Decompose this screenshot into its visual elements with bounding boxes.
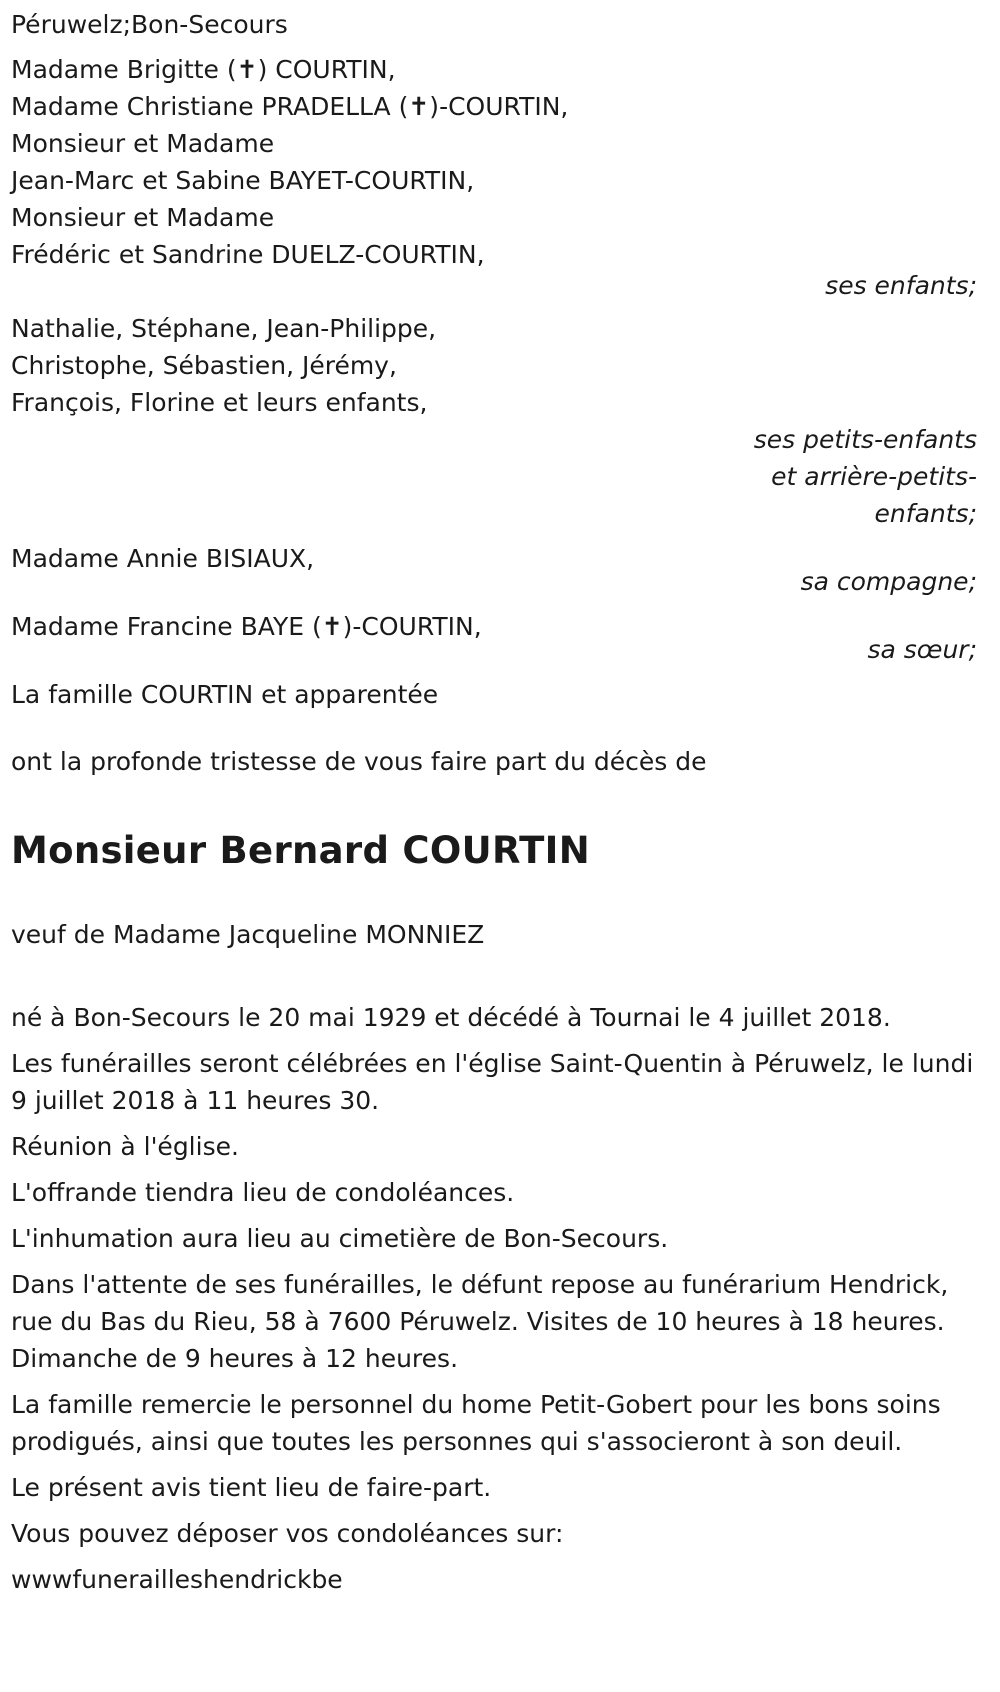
grandchildren-role-line: enfants; <box>874 499 977 528</box>
grandchild-line: François, Florine et leurs enfants, <box>11 388 428 417</box>
detail-paragraph: Réunion à l'église. <box>11 1132 239 1161</box>
detail-paragraph: Vous pouvez déposer vos condoléances sur: <box>11 1519 564 1548</box>
grandchildren-role <box>11 421 981 532</box>
detail-paragraph: Les funérailles seront célébrées en l'église Saint-Quentin à Péruwelz, le lundi 9 juillet 2018 à 11 heures 30. <box>11 1049 974 1115</box>
children-block <box>11 51 981 304</box>
obituary-content <box>11 6 981 1598</box>
intro-text: ont la profonde tristesse de vous faire part du décès de <box>11 747 707 776</box>
grandchildren-role-line: ses petits-enfants <box>753 425 977 454</box>
child-line: Monsieur et Madame <box>11 129 275 158</box>
detail-paragraph: né à Bon-Secours le 20 mai 1929 et décédé à Tournai le 4 juillet 2018. <box>11 1003 891 1032</box>
child-line: Jean-Marc et Sabine BAYET-COURTIN, <box>11 166 475 195</box>
detail-paragraph: La famille remercie le personnel du home Petit-Gobert pour les bons soins prodigués, ainsi que toutes les personnes qui s'associeront à son deuil. <box>11 1390 941 1456</box>
companion-role: sa compagne; <box>800 567 977 596</box>
grandchild-line: Christophe, Sébastien, Jérémy, <box>11 351 397 380</box>
sister-name: Madame Francine BAYE (✝)-COURTIN, <box>11 612 482 641</box>
detail-paragraph: Le présent avis tient lieu de faire-part. <box>11 1473 492 1502</box>
grandchildren-role-line: et arrière-petits- <box>771 462 977 491</box>
child-line: Madame Christiane PRADELLA (✝)-COURTIN, <box>11 92 569 121</box>
family-block <box>11 676 981 713</box>
condolence-url[interactable]: wwwfunerailleshendrickbe <box>11 1565 343 1594</box>
detail-paragraph: L'offrande tiendra lieu de condoléances. <box>11 1178 515 1207</box>
location-text: Péruwelz;Bon-Secours <box>11 10 288 39</box>
deceased-name: Monsieur Bernard COURTIN <box>11 829 590 872</box>
detail-paragraph: Dans l'attente de ses funérailles, le défunt repose au funérarium Hendrick, rue du Bas du Rieu, 58 à 7600 Péruwelz. Visites de 10 heures à 18 heures. Dimanche de 9 heures à 12 heures. <box>11 1270 949 1373</box>
widower-line: veuf de Madame Jacqueline MONNIEZ <box>11 920 485 949</box>
details-block <box>11 999 981 1598</box>
companion-block <box>11 540 981 600</box>
companion-name: Madame Annie BISIAUX, <box>11 544 315 573</box>
child-line: Monsieur et Madame <box>11 203 275 232</box>
family-line: La famille COURTIN et apparentée <box>11 680 439 709</box>
location-header <box>11 6 981 43</box>
detail-paragraph: L'inhumation aura lieu au cimetière de Bon-Secours. <box>11 1224 669 1253</box>
grandchildren-block <box>11 310 981 532</box>
grandchild-line: Nathalie, Stéphane, Jean-Philippe, <box>11 314 437 343</box>
child-line: Madame Brigitte (✝) COURTIN, <box>11 55 396 84</box>
sister-block <box>11 608 981 668</box>
children-role: ses enfants; <box>825 271 977 300</box>
child-line: Frédéric et Sandrine DUELZ-COURTIN, <box>11 240 485 269</box>
sister-role: sa sœur; <box>867 635 977 664</box>
